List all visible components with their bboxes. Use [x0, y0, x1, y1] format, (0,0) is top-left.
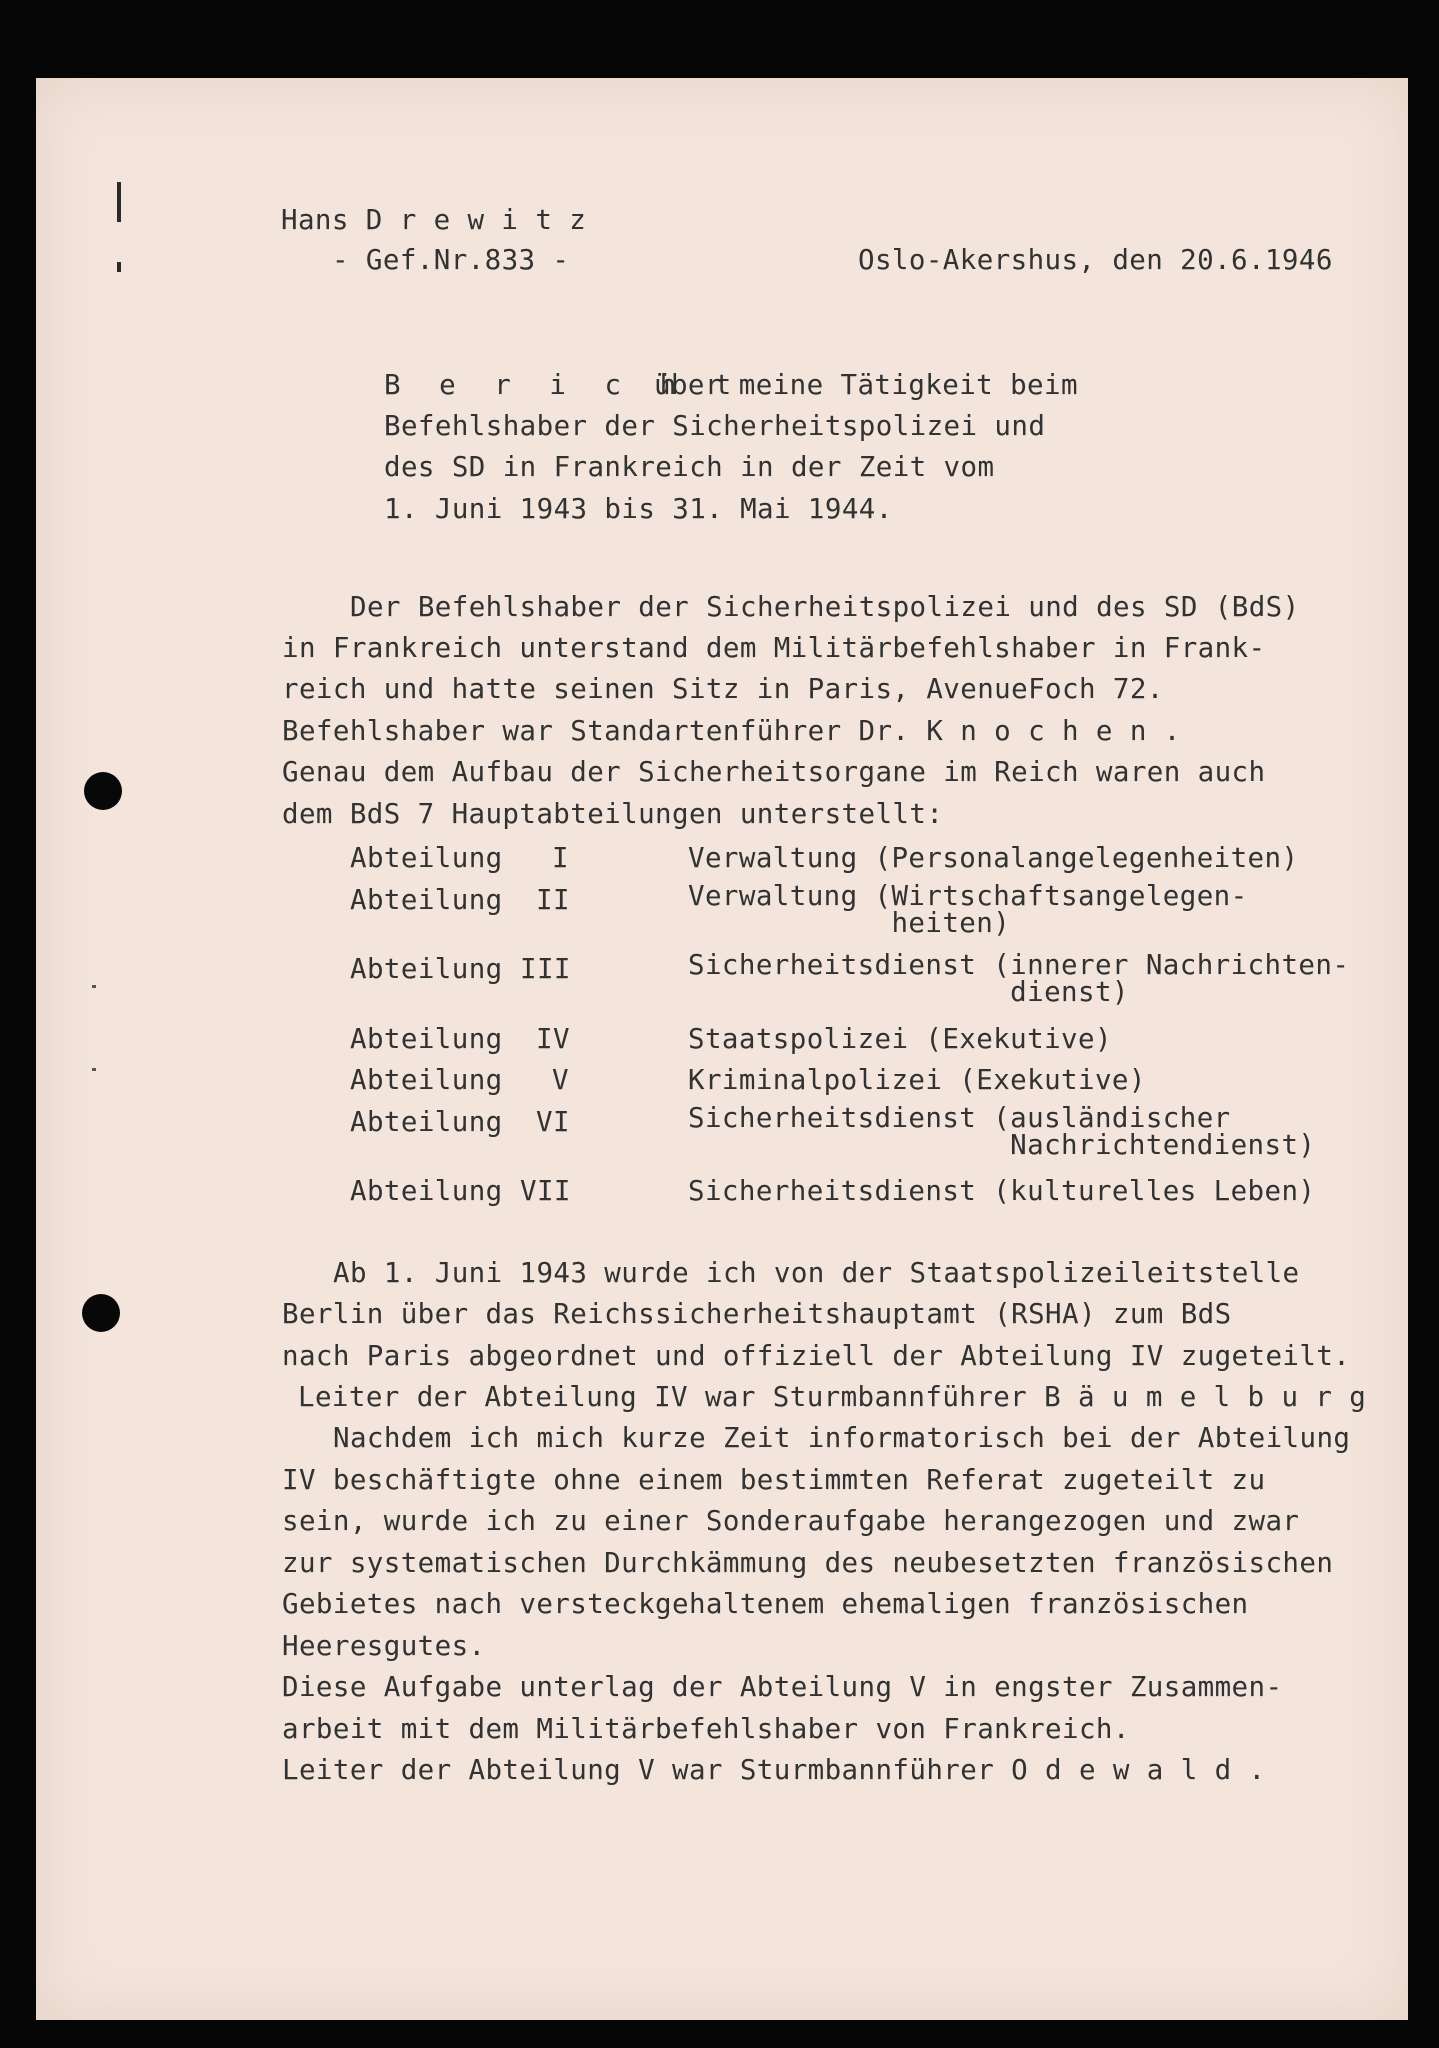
title-line-1: über meine Tätigkeit beim: [654, 369, 1078, 401]
margin-mark: [117, 182, 121, 222]
intro-line: reich und hatte seinen Sitz in Paris, AvenueFoch 72.: [282, 673, 1164, 705]
body-line: Leiter der Abteilung V war Sturmbannführer O d e w a l d .: [282, 1754, 1266, 1786]
intro-line: in Frankreich unterstand dem Militärbefehlshaber in Frank-: [282, 632, 1266, 664]
body-line: Diese Aufgabe unterlag der Abteilung V in engster Zusammen-: [282, 1671, 1283, 1703]
department-label: Abteilung: [350, 1023, 503, 1055]
department-number: II: [536, 884, 570, 916]
punch-hole-lower: [82, 1294, 120, 1332]
punch-hole-upper: [84, 772, 122, 810]
department-label: Abteilung: [350, 1175, 503, 1207]
intro-line: Genau dem Aufbau der Sicherheitsorgane im Reich waren auch: [282, 756, 1266, 788]
place-and-date: Oslo-Akershus, den 20.6.1946: [858, 244, 1333, 276]
body-line: Gebietes nach versteckgehaltenem ehemaligen französischen: [282, 1588, 1249, 1620]
body-line: zur systematischen Durchkämmung des neubesetzten französischen: [282, 1547, 1334, 1579]
department-number: I: [552, 842, 569, 874]
body-line: Nachdem ich mich kurze Zeit informatorisch bei der Abteilung: [333, 1422, 1351, 1454]
intro-line: dem BdS 7 Hauptabteilungen unterstellt:: [282, 798, 944, 830]
department-number: III: [520, 953, 571, 985]
body-line: arbeit mit dem Militärbefehlshaber von Frankreich.: [282, 1713, 1130, 1745]
body-line: IV beschäftigte ohne einem bestimmten Referat zugeteilt zu: [282, 1464, 1266, 1496]
department-number: V: [552, 1064, 569, 1096]
department-description: Kriminalpolizei (Exekutive): [688, 1064, 1146, 1096]
department-label: Abteilung: [350, 1106, 503, 1138]
title-line-3: des SD in Frankreich in der Zeit vom: [384, 451, 995, 483]
department-description: Verwaltung (Wirtschaftsangelegen- heiten): [688, 880, 1248, 939]
body-line: Ab 1. Juni 1943 wurde ich von der Staatspolizeileitstelle: [333, 1257, 1300, 1289]
margin-dot: [92, 1068, 96, 1071]
title-line-4: 1. Juni 1943 bis 31. Mai 1944.: [384, 493, 893, 525]
margin-mark: [117, 262, 121, 272]
intro-line: Befehlshaber war Standartenführer Dr. K n o c h e n .: [282, 715, 1181, 747]
department-number: IV: [536, 1023, 570, 1055]
department-label: Abteilung: [350, 884, 503, 916]
department-label: Abteilung: [350, 842, 503, 874]
intro-line: Der Befehlshaber der Sicherheitspolizei und des SD (BdS): [350, 591, 1300, 623]
body-line: Berlin über das Reichssicherheitshauptamt (RSHA) zum BdS: [282, 1298, 1232, 1330]
report-word: B e r i c h t: [384, 369, 743, 401]
department-description: Sicherheitsdienst (ausländischer Nachrichtendienst): [688, 1102, 1316, 1161]
body-line: Leiter der Abteilung IV war Sturmbannführer B ä u m e l b u r g: [298, 1381, 1367, 1413]
department-label: Abteilung: [350, 1064, 503, 1096]
department-description: Staatspolizei (Exekutive): [688, 1023, 1112, 1055]
prisoner-number: - Gef.Nr.833 -: [332, 244, 570, 276]
author-name: Hans D r e w i t z: [281, 204, 587, 236]
body-line: nach Paris abgeordnet und offiziell der Abteilung IV zugeteilt.: [282, 1340, 1351, 1372]
department-description: Sicherheitsdienst (innerer Nachrichten- dienst): [688, 949, 1350, 1008]
department-description: Verwaltung (Personalangelegenheiten): [688, 842, 1299, 874]
department-label: Abteilung: [350, 953, 503, 985]
department-description: Sicherheitsdienst (kulturelles Leben): [688, 1175, 1316, 1207]
department-number: VII: [520, 1175, 571, 1207]
margin-dot: [92, 985, 96, 988]
department-number: VI: [536, 1106, 570, 1138]
title-line-2: Befehlshaber der Sicherheitspolizei und: [384, 410, 1046, 442]
body-line: Heeresgutes.: [282, 1630, 486, 1662]
body-line: sein, wurde ich zu einer Sonderaufgabe herangezogen und zwar: [282, 1505, 1300, 1537]
